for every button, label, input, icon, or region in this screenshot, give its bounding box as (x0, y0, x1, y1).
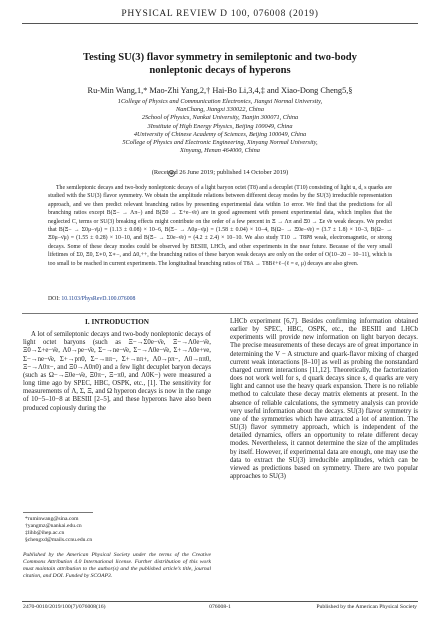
right-column (230, 318, 418, 481)
footnote-email[interactable]: §chengxd@mails.ccnu.edu.cn (25, 537, 93, 544)
footer-rule (22, 601, 418, 602)
license-notice: Published by the American Physical Society under the terms of the Creative Commons Attribution 4.0 International license. Further distribution of this work must maintain attribution to the author(s) and the published article’s title, journal citation, and DOI. Funded by SCOAP3. (23, 552, 211, 580)
section-divider (22, 313, 418, 314)
header-rule (22, 23, 418, 24)
affiliation-line: 5College of Physics and Electronic Engineering, Xinyang Normal University, (122, 139, 318, 147)
affiliation-line: NanChang, Jiangxi 330022, China (176, 106, 264, 114)
intro-paragraph-continued: LHCb experiment [6,7]. Besides confirming information obtained earlier by SPEC, HBC, OSPK, etc., the BESIII and LHCb experiments will provide new information on light baryon decays. The precise measurements of these decays are of great importance in determining the V − A structure and quark-flavor mixing of charged current weak interactions [8–10] as well as probing the nonstandard charged current interactions [11,12]. Theoretically, the factorization does not work well for s, d quark decays since s, d quarks are very light and cannot use the heavy quark expansion. There is no reliable method to calculate these decay matrix elements at present. In the absence of reliable calculations, the symmetry analysis can provide very useful information about the decays. SU(3) flavor symmetry is one of the symmetries which have attracted a lot of attention. The SU(3) flavor symmetry approach, which is independent of the detailed dynamics, offers an opportunity to relate different decay modes. Nevertheless, it cannot determine the size of the amplitudes by itself. However, if experimental data are enough, one may use the data to extract the SU(3) irreducible amplitudes, which can be viewed as predictions based on symmetry. There are two popular approaches to SU(3) (230, 318, 418, 480)
footer-issn: 2470-0010/2019/100(7)/076008(16) (23, 604, 106, 610)
affiliation-line: 3Institute of High Energy Physics, Beijing 100049, China (147, 122, 293, 130)
section-heading: I. INTRODUCTION (85, 318, 149, 326)
affiliation-line: Xinyang, Henan 464000, China (180, 147, 260, 155)
footnote-email[interactable]: *ruminwang@sina.com (25, 516, 79, 522)
doi-label: DOI: (48, 296, 60, 302)
affiliation-line: 2School of Physics, Nankai University, Tianjin 300071, China (141, 114, 299, 122)
paper-title (40, 52, 400, 77)
author-list: Ru-Min Wang,1,* Mao-Zhi Yang,2,† Hai-Bo Li,3,4,‡ and Xiao-Dong Cheng5,§ (87, 86, 353, 95)
doi-line (48, 296, 135, 302)
affiliation-line: 1College of Physics and Communication Electronics, Jiangxi Normal University, (117, 98, 323, 105)
received-published-dates: (Received 26 June 2019; published 14 October 2019) (151, 169, 289, 176)
footnote-email[interactable]: ‡lihb@ihep.ac.cn (25, 530, 65, 537)
footnote-email[interactable]: †yangmz@nankai.edu.cn (25, 523, 82, 530)
affiliations (60, 98, 380, 155)
abstract: The semileptonic decays and two-body nonleptonic decays of a light baryon octet (T8) and a decuplet (T10) consisting of light u, d, s quarks are studied with the SU(3) flavor symmetry. We obtain the amplitude relations between different decay modes by the SU(3) irreducible representation approach, and we then predict relevant branching ratios by presenting experimental data within 1σ error. We find that the predictions for all branching ratios except B(Ξ− → Λπ−) and B(Ξ0 → Σ+e−ν̄e) are in good agreement with present experimental data, which implies that the neglected C, terms or SU(3) breaking effects might contribute on the order of a few percent in Ξ → Λπ and Ξ0 → Σe ν̄e weak decays. We predict that B(Ξ− → Σ0μ−ν̄μ) = (1.13 ± 0.08) × 10−6, B(Ξ− → Λ0μ−ν̄μ) = (1.58 ± 0.04) × 10−4, B(Ω− → Ξ0e−ν̄e) = (3.7 ± 1.8) × 10−3, B(Ω− → Ξ0μ−ν̄μ) = (1.55 ± 0.28) × 10−10, and B(Ξ− → Σ0e−ν̄e) = (4.2 ± 2.4) × 10−10. We also study T10 → T8P8 weak, electromagnetic, or strong decays. Some of these decay modes could be observed by BESIII, LHCb, and other experiments in the near future. Because of the very small lifetimes of Σ0, Ξ0, Σ∗0, Σ∗−, and Δ0,++, the branching ratios of these baryon weak decays are only on the order of O(10−20 − 10−11), which is too small to be reached in current experiments. The longitudinal branching ratios of T8A → T8Bℓ+ℓ−(ℓ = e, μ) decays are also given. (48, 185, 392, 267)
title-line: nonleptonic decays of hyperons (149, 64, 291, 76)
journal-header: PHYSICAL REVIEW D 100, 076008 (2019) (121, 9, 319, 19)
title-line: Testing SU(3) flavor symmetry in semileptonic and two-body (83, 52, 357, 63)
left-column (23, 318, 211, 413)
footnote-rule (23, 512, 93, 513)
intro-paragraph: A lot of semileptonic decays and two-body nonleptonic decays of light octet baryons (such as Ξ−→Σ0e−ν̄e, Ξ−→Λ0e−ν̄e, Ξ0→Σ+e−ν̄e, Λ0→pe−ν̄e, Σ−→ne−ν̄e, Σ−→Λ0e−ν̄e, Σ+→Λ0e+νe, Σ−→ne−ν̄e, Σ+→pπ0, Σ−→nπ−, Σ+→nπ+, Λ0→pπ−, Λ0→nπ0, Ξ−→Λ0π−, and Ξ0→Λ0π0) and a few light decuplet baryon decays (such as Ω−→Ξ0e−ν̄e, Ξ0π−, Ξ−π0, and Λ0K−) were measured a long time ago by SPEC, HBC, OSPK, etc., [1]. The sensitivity for measurements of Λ, Σ, Ξ, and Ω hyperon decays is now in the range of 10−5–10−8 at BESIII [2–5], and these hyperons have also been produced copiously during the (23, 331, 211, 412)
footnotes (23, 516, 211, 544)
affiliation-line: 4University of Chinese Academy of Sciences, Beijing 100049, China (133, 130, 307, 138)
footer-page-number: 076008-1 (209, 604, 231, 610)
doi-link[interactable]: 10.1103/PhysRevD.100.076008 (61, 296, 136, 302)
footer-publisher: Published by the American Physical Society (316, 604, 417, 610)
